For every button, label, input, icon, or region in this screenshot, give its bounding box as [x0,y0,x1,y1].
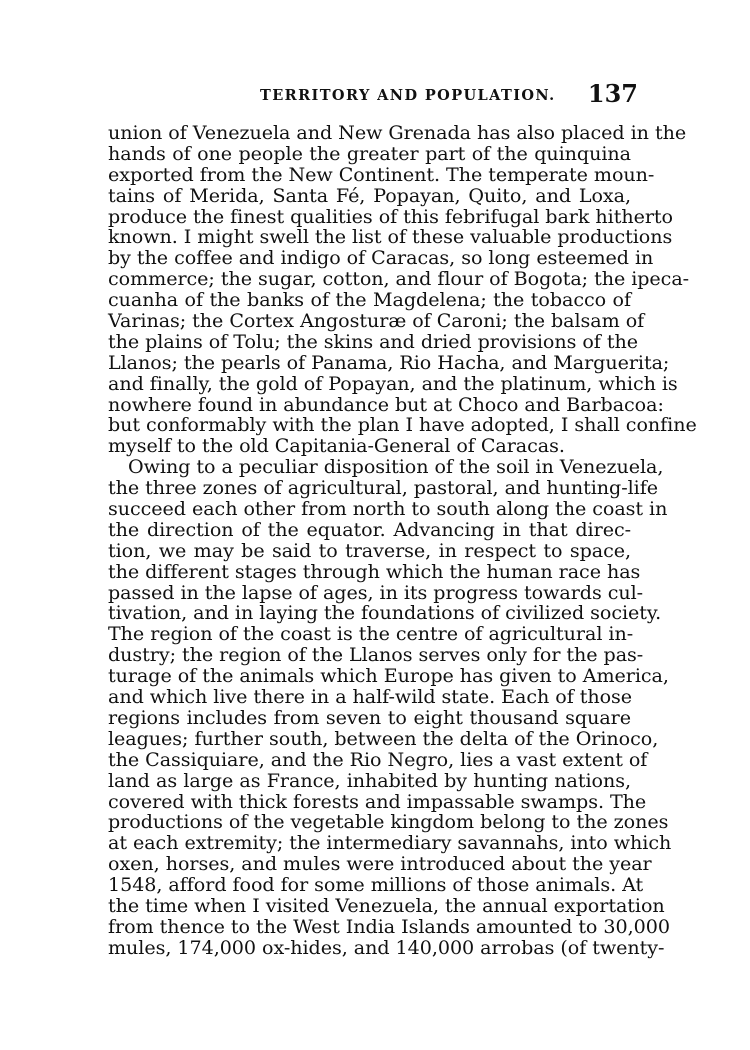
text-line: tivation, and in laying the foundations of civilized society. [108,601,662,625]
text-line: and which live there in a half-wild state. Each of those [108,685,633,709]
text-line: hands of one people the greater part of the quinquina [108,141,631,165]
page-number: 137 [587,79,638,108]
text-line: turage of the animals which Europe has given to America, [108,664,669,688]
text-line: by the coffee and indigo of Caracas, so long esteemed in [108,246,654,270]
running-title: TERRITORY AND POPULATION. [260,87,556,104]
body-text [108,121,697,959]
text-line: dustry; the region of the Llanos serves only for the pas- [108,643,644,667]
text-line: produce the finest qualities of this febrifugal bark hitherto [108,204,673,228]
text-line: but conformably with the plan I have adopted, I shall confine [108,413,697,437]
text-line: leagues; further south, between the delta of the Orinoco, [108,726,659,750]
text-line: myself to the old Capitania-General of Caracas. [108,434,565,458]
text-line: union of Venezuela and New Grenada has also placed in the [108,121,687,144]
text-line: Owing to a peculiar disposition of the soil in Venezuela, [128,455,664,479]
running-header [110,79,640,110]
text-line: the plains of Tolu; the skins and dried provisions of the [108,329,638,353]
text-line: the different stages through which the human race has [108,559,641,583]
text-line: the Cassiquiare, and the Rio Negro, lies a vast extent of [108,747,648,771]
text-line: mules, 174,000 ox-hides, and 140,000 arrobas (of twenty- [108,935,665,959]
text-line: productions of the vegetable kingdom belong to the zones [108,810,669,834]
text-line: regions includes from seven to eight thousand square [108,705,631,729]
text-line: The region of the coast is the centre of agricultural in- [108,622,634,646]
text-line: passed in the lapse of ages, in its progress towards cul- [108,580,644,604]
text-line: land as large as France, inhabited by hunting nations, [108,768,631,792]
text-line: covered with thick forests and impassable swamps. The [108,789,647,813]
text-line: and finally, the gold of Popayan, and the platinum, which is [108,371,678,395]
text-line: from thence to the West India Islands amounted to 30,000 [108,914,670,938]
text-line: Varinas; the Cortex Angosturæ of Caroni; the balsam of [108,309,645,333]
text-line: known. I might swell the list of these valuable productions [108,225,673,249]
text-line: at each extremity; the intermediary savannahs, into which [108,831,672,855]
text-line: exported from the New Continent. The temperate moun- [108,162,655,186]
text-line: the direction of the equator. Advancing in that direc- [108,517,631,541]
text-line: 1548, afford food for some millions of those animals. At [108,873,644,897]
text-line: cuanha of the banks of the Magdelena; the tobacco of [108,288,631,312]
text-line: tains of Merida, Santa Fé, Popayan, Quito, and Loxa, [108,183,631,207]
text-line: the three zones of agricultural, pastoral, and hunting-life [108,476,658,500]
text-line: the time when I visited Venezuela, the annual exportation [108,893,665,917]
text-line: oxen, horses, and mules were introduced about the year [108,852,652,876]
text-line: commerce; the sugar, cotton, and flour of Bogota; the ipeca- [108,267,690,291]
text-line: tion, we may be said to traverse, in respect to space, [108,538,631,562]
text-line: succeed each other from north to south along the coast in [108,497,668,521]
text-line: Llanos; the pearls of Panama, Rio Hacha, and Marguerita; [108,350,670,374]
text-line: nowhere found in abundance but at Choco and Barbacoa: [108,392,664,416]
